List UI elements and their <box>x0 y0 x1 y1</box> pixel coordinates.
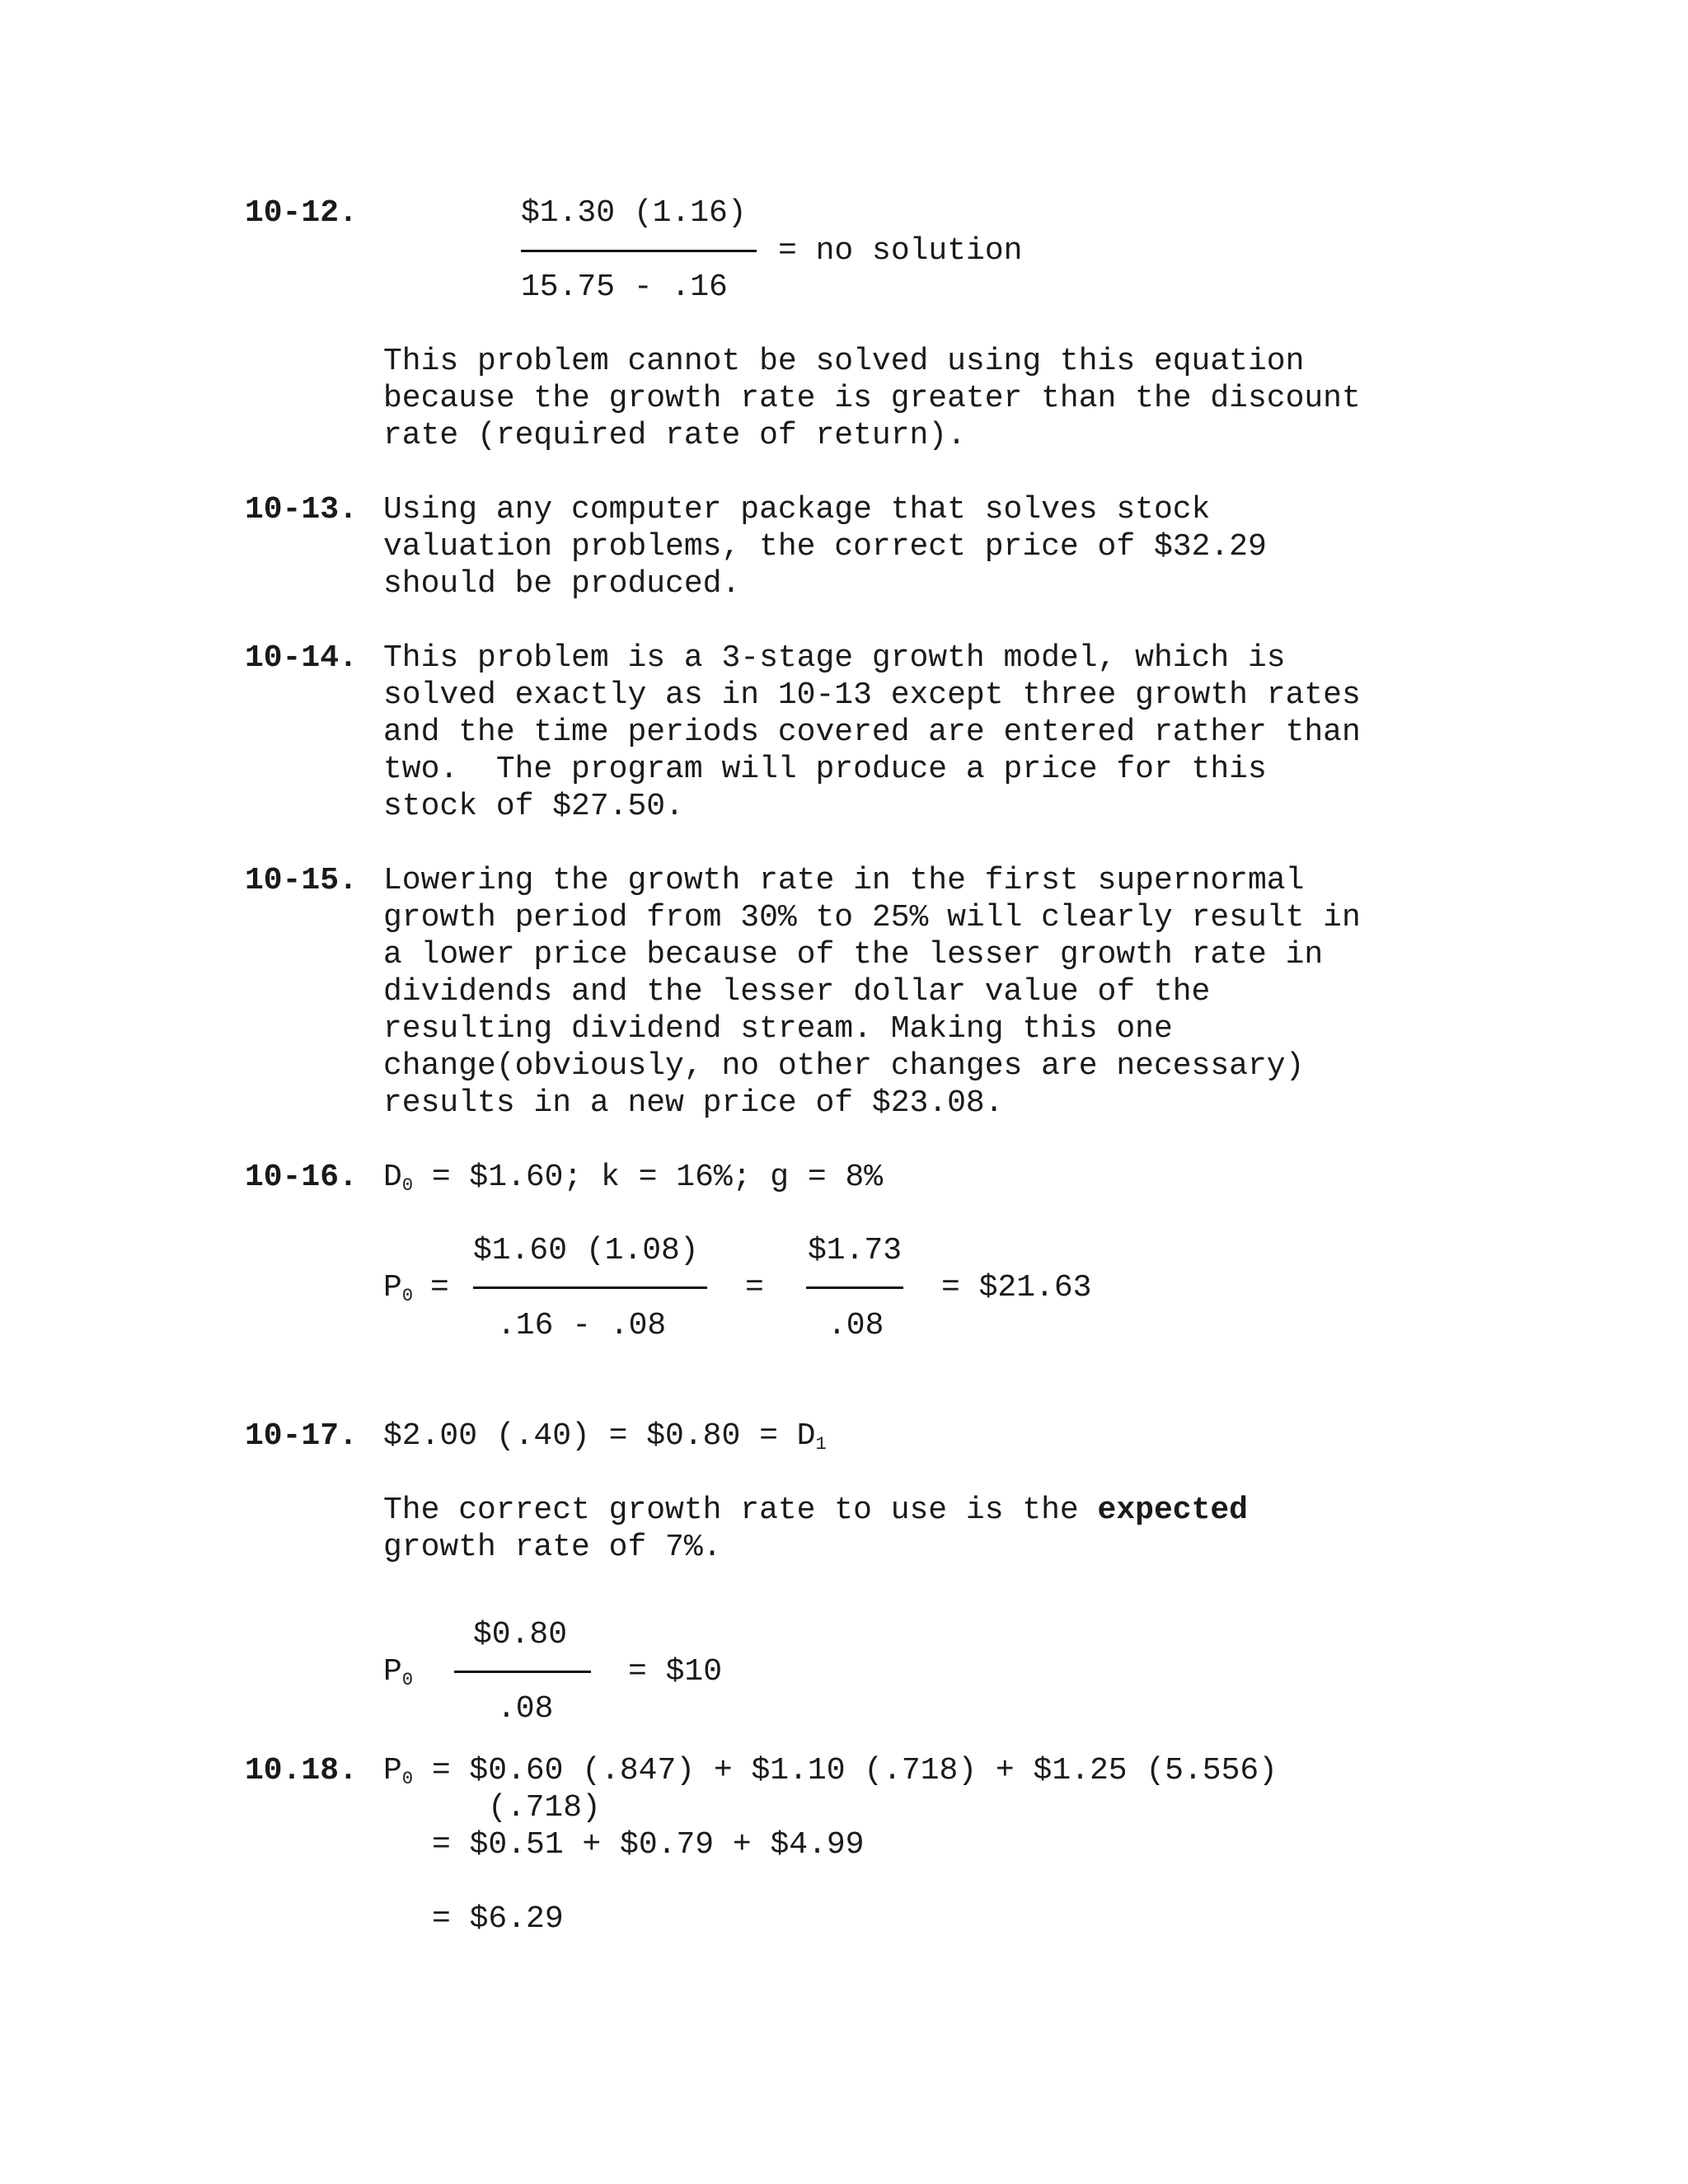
paragraph-line: stock of $27.50. <box>383 789 684 824</box>
problem-number-10-14: 10-14. <box>245 640 358 676</box>
problem-number-10-13: 10-13. <box>245 492 358 527</box>
problem-number-10-15: 10-15. <box>245 863 358 898</box>
paragraph-line: a lower price because of the lesser growth rate in <box>383 937 1324 972</box>
paragraph-line: Using any computer package that solves stock <box>383 492 1211 527</box>
price-symbol: $P_0$ <box>383 1270 414 1306</box>
problem-number-10-18: 10.18. <box>245 1753 358 1788</box>
paragraph-line: rate (required rate of return). <box>383 418 966 453</box>
paragraph-line: because the growth rate is greater than the discount <box>383 381 1361 416</box>
fraction-denominator: .16 - .08 <box>497 1308 667 1343</box>
dividend-line: $2.00 (.40) = $0.80 = $D_1$ <box>383 1418 827 1455</box>
equation-line: (.718) <box>488 1790 601 1825</box>
paragraph-line: resulting dividend stream. Making this one <box>383 1011 1173 1047</box>
paragraph-line: two. The program will produce a price for this <box>383 752 1267 787</box>
problem-number-10-16: 10-16. <box>245 1160 358 1195</box>
equation-result: = no solution <box>778 233 1023 269</box>
equals-sign: = <box>430 1270 449 1305</box>
fraction-numerator: $0.80 <box>473 1617 568 1652</box>
equation-result: = $21.63 <box>941 1270 1092 1305</box>
fraction-numerator: $1.60 (1.08) <box>473 1233 699 1268</box>
fraction-bar <box>521 250 757 252</box>
paragraph-line: valuation problems, the correct price of $32.29 <box>383 529 1267 565</box>
fraction-numerator: $1.73 <box>808 1233 903 1268</box>
fraction-denominator: .08 <box>828 1308 884 1343</box>
paragraph-line: results in a new price of $23.08. <box>383 1085 1004 1121</box>
paragraph-line: growth period from 30% to 25% will clearly result in <box>383 900 1361 935</box>
paragraph-line: Lowering the growth rate in the first supernormal <box>383 863 1305 898</box>
fraction-bar <box>454 1671 591 1673</box>
fraction-bar <box>473 1286 707 1289</box>
paragraph-line: growth rate of 7%. <box>383 1530 722 1565</box>
equation-line: = $0.51 + $0.79 + $4.99 <box>432 1827 865 1863</box>
paragraph-line: change(obviously, no other changes are necessary) <box>383 1048 1305 1084</box>
problem-number-10-17: 10-17. <box>245 1418 358 1454</box>
price-symbol: $P_0$ <box>383 1654 414 1690</box>
equation-line: = $6.29 <box>432 1901 564 1937</box>
equals-sign: = <box>745 1270 764 1305</box>
equation-line: $P_0$ = $0.60 (.847) + $1.10 (.718) + $1.25 (5.556) <box>383 1753 1278 1789</box>
paragraph-line: should be produced. <box>383 566 741 602</box>
paragraph-line: This problem cannot be solved using this equation <box>383 344 1305 379</box>
fraction-numerator: $1.30 (1.16) <box>521 195 747 231</box>
paragraph-line: This problem is a 3-stage growth model, which is <box>383 640 1286 676</box>
paragraph-line: and the time periods covered are entered rather than <box>383 715 1361 750</box>
problem-number-10-12: 10-12. <box>245 195 358 231</box>
fraction-denominator: 15.75 - .16 <box>521 269 728 305</box>
fraction-denominator: .08 <box>497 1691 554 1727</box>
paragraph-line: dividends and the lesser dollar value of the <box>383 974 1211 1010</box>
paragraph-line: solved exactly as in 10-13 except three growth rates <box>383 677 1361 713</box>
fraction-bar <box>806 1286 903 1289</box>
givens-line: $D_0$ = $1.60; k = 16%; g = 8% <box>383 1160 884 1196</box>
paragraph-line: The correct growth rate to use is the expected <box>383 1493 1248 1528</box>
equation-result: = $10 <box>628 1654 723 1690</box>
